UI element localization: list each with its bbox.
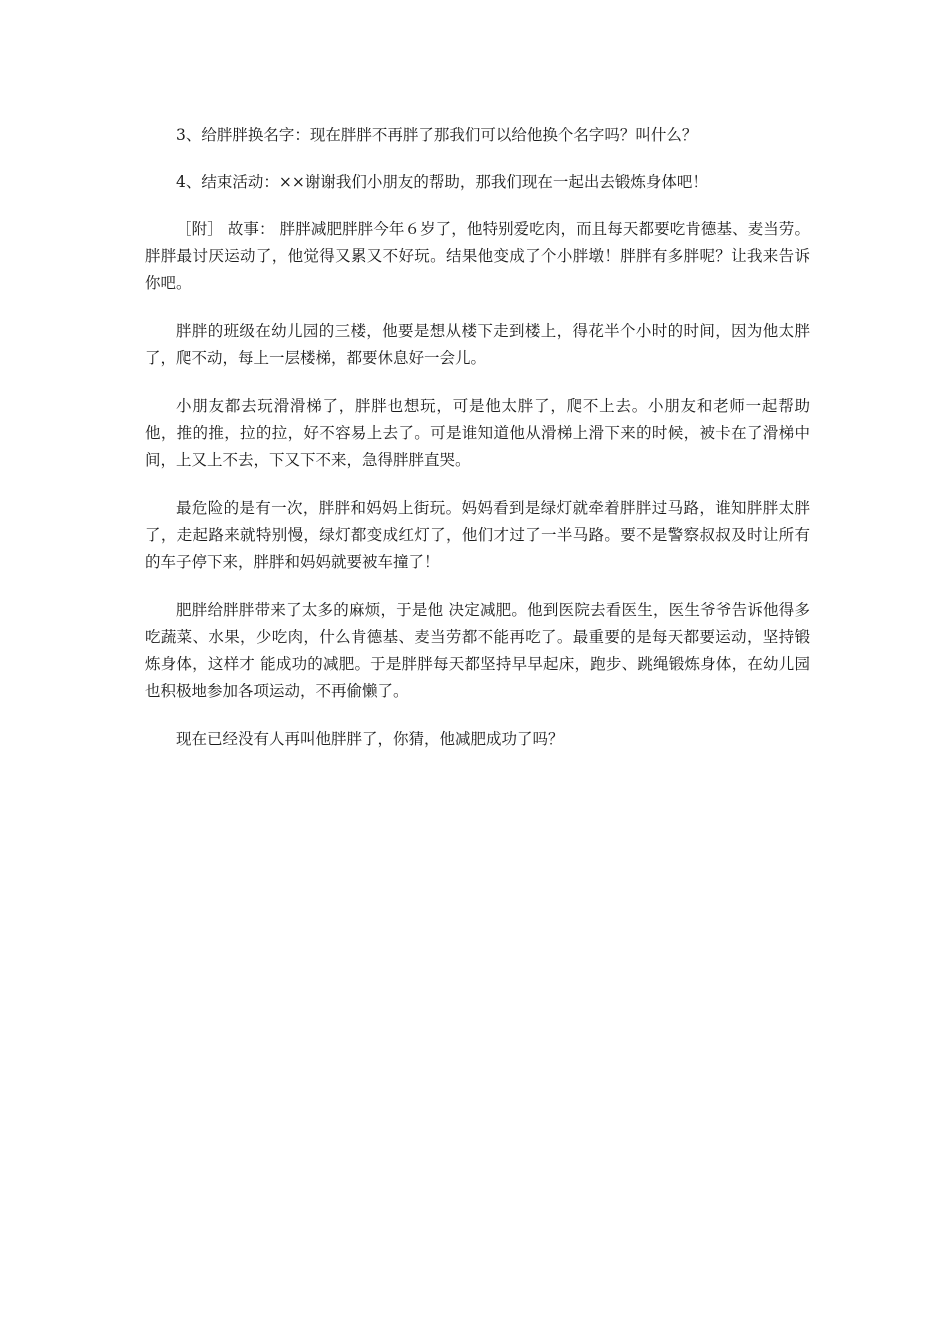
- document-body: [145, 122, 810, 773]
- paragraph-story-stairs: 胖胖的班级在幼儿园的三楼，他要是想从楼下走到楼上，得花半个小时的时间，因为他太胖了，爬不动，每上一层楼梯，都要休息好一会儿。: [145, 322, 810, 367]
- paragraph-step-4: 4、结束活动：××谢谢我们小朋友的帮助，那我们现在一起出去锻炼身体吧！: [176, 173, 708, 191]
- paragraph-story-intro: ［附］ 故事： 胖胖减肥胖胖今年６岁了，他特别爱吃肉，而且每天都要吃肯德基、麦当劳。胖胖最讨厌运动了，他觉得又累又不好玩。结果他变成了个小胖墩！胖胖有多胖呢？让我来告诉你吧。: [145, 220, 810, 292]
- paragraph-story-slide: 小朋友都去玩滑滑梯了，胖胖也想玩，可是他太胖了，爬不上去。小朋友和老师一起帮助他，推的推，拉的拉，好不容易上去了。可是谁知道他从滑梯上滑下来的时候，被卡在了滑梯中间，上又上不去，下又下不来，急得胖胖直哭。: [145, 397, 810, 469]
- paragraph-story-ending: 现在已经没有人再叫他胖胖了，你猜，他减肥成功了吗？: [176, 730, 564, 748]
- paragraph-story-street: 最危险的是有一次，胖胖和妈妈上街玩。妈妈看到是绿灯就牵着胖胖过马路，谁知胖胖太胖了，走起路来就特别慢，绿灯都变成红灯了，他们才过了一半马路。要不是警察叔叔及时让所有的车子停下来，胖胖和妈妈就要被车撞了！: [145, 499, 810, 571]
- paragraph-step-3: 3、给胖胖换名字：现在胖胖不再胖了那我们可以给他换个名字吗？叫什么？: [176, 126, 698, 144]
- paragraph-story-diet: 肥胖给胖胖带来了太多的麻烦，于是他 决定减肥。他到医院去看医生，医生爷爷告诉他得多吃蔬菜、水果，少吃肉，什么肯德基、麦当劳都不能再吃了。最重要的是每天都要运动，坚持锻炼身体，这样才 能成功的减肥。于是胖胖每天都坚持早早起床，跑步、跳绳锻炼身体，在幼儿园也积极地参加各项运动，不再偷懒了。: [145, 601, 810, 700]
